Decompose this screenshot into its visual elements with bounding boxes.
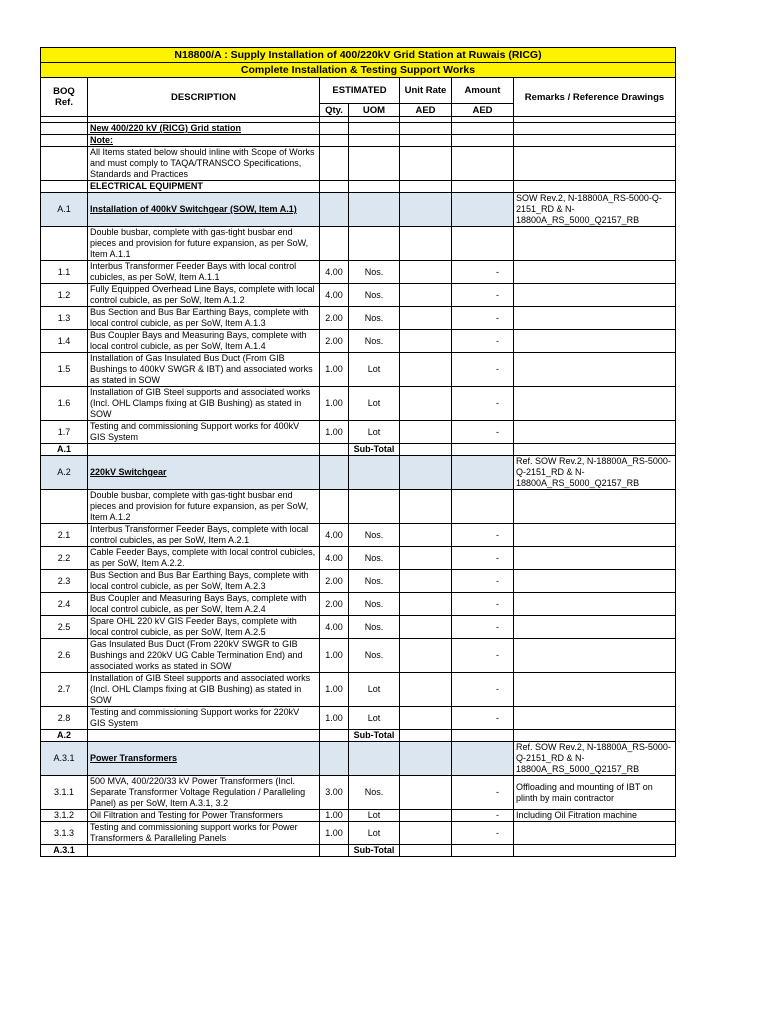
- item-amount: -: [452, 330, 514, 353]
- item-unit-rate: [400, 570, 452, 593]
- section-preamble-row: [41, 490, 676, 524]
- section-qty-empty: [320, 742, 349, 776]
- item-qty: 4.00: [320, 261, 349, 284]
- item-uom: Lot: [349, 822, 400, 845]
- item-remarks: Including Oil Fitration machine: [514, 810, 676, 822]
- item-unit-rate: [400, 387, 452, 421]
- item-unit-rate: [400, 616, 452, 639]
- item-unit-rate: [400, 673, 452, 707]
- item-uom: Nos.: [349, 616, 400, 639]
- item-amount: -: [452, 707, 514, 730]
- item-uom: Lot: [349, 810, 400, 822]
- section-amount-empty: [452, 193, 514, 227]
- item-qty: 2.00: [320, 593, 349, 616]
- item-remarks: [514, 524, 676, 547]
- item-unit-rate: [400, 810, 452, 822]
- item-remarks: [514, 307, 676, 330]
- item-uom: Lot: [349, 421, 400, 444]
- section-uom-empty: [349, 193, 400, 227]
- item-uom: Nos.: [349, 284, 400, 307]
- item-ref: 3.1.2: [41, 810, 88, 822]
- section-ref: A.2: [41, 456, 88, 490]
- item-uom: Nos.: [349, 570, 400, 593]
- table-row: [41, 261, 676, 284]
- item-ref: 2.2: [41, 547, 88, 570]
- item-description: Installation of GIB Steel supports and associated works (Incl. OHL Clamps fixing at GIB Bushing) as stated in SOW: [88, 387, 320, 421]
- subtotal-ref: A.3.1: [41, 845, 88, 857]
- section-title: Installation of 400kV Switchgear (SOW, Item A.1): [88, 193, 320, 227]
- item-qty: 2.00: [320, 307, 349, 330]
- subtotal-amount: [452, 730, 514, 742]
- item-ref: 1.5: [41, 353, 88, 387]
- item-ref: 2.6: [41, 639, 88, 673]
- item-amount: -: [452, 616, 514, 639]
- table-row: [41, 776, 676, 810]
- item-qty: 2.00: [320, 570, 349, 593]
- item-amount: -: [452, 570, 514, 593]
- table-row: [41, 616, 676, 639]
- item-unit-rate: [400, 307, 452, 330]
- item-description: Spare OHL 220 kV GIS Feeder Bays, complete with local control cubicle, as per SoW, Item A.2.5: [88, 616, 320, 639]
- category-label: ELECTRICAL EQUIPMENT: [88, 181, 320, 193]
- document-subtitle: Complete Installation & Testing Support Works: [41, 63, 676, 78]
- item-description: Fully Equipped Overhead Line Bays, complete with local control cubicle, as per SoW, Item A.1.2: [88, 284, 320, 307]
- item-uom: Lot: [349, 673, 400, 707]
- intro-note-label-row: [41, 135, 676, 147]
- item-description: Testing and commissioning support works for Power Transformers & Paralleling Panels: [88, 822, 320, 845]
- item-remarks: [514, 570, 676, 593]
- item-ref: 2.4: [41, 593, 88, 616]
- subtotal-rate-empty: [400, 730, 452, 742]
- table-row: [41, 387, 676, 421]
- item-uom: Nos.: [349, 593, 400, 616]
- section-title: Power Transformers: [88, 742, 320, 776]
- item-uom: Lot: [349, 707, 400, 730]
- header-aed-rate: AED: [400, 104, 452, 117]
- header-estimated: ESTIMATED: [320, 78, 400, 104]
- item-description: Bus Coupler and Measuring Bays Bays, complete with local control cubicle, as per SoW, Item A.2.4: [88, 593, 320, 616]
- item-remarks: Offloading and mounting of IBT on plinth by main contractor: [514, 776, 676, 810]
- item-unit-rate: [400, 707, 452, 730]
- item-ref: 1.1: [41, 261, 88, 284]
- table-row: [41, 353, 676, 387]
- item-ref: 2.8: [41, 707, 88, 730]
- item-amount: -: [452, 593, 514, 616]
- section-rate-empty: [400, 193, 452, 227]
- subtotal-qty-empty: [320, 845, 349, 857]
- note-text: All Items stated below should inline with Scope of Works and must comply to TAQA/TRANSCO Specifications, Standards and Practices: [88, 147, 320, 181]
- subtotal-amount: [452, 845, 514, 857]
- item-amount: -: [452, 524, 514, 547]
- section-remarks: Ref. SOW Rev.2, N-18800A_RS-5000-Q-2151_RD & N-18800A_RS_5000_Q2157_RB: [514, 742, 676, 776]
- section-rate-empty: [400, 742, 452, 776]
- header-remarks: Remarks / Reference Drawings: [514, 78, 676, 117]
- table-row: [41, 524, 676, 547]
- table-row: [41, 421, 676, 444]
- header-unit-rate: Unit Rate: [400, 78, 452, 104]
- subtotal-remarks-empty: [514, 845, 676, 857]
- header-boq-ref: BOQ Ref.: [41, 78, 88, 117]
- section-uom-empty: [349, 742, 400, 776]
- section-title: 220kV Switchgear: [88, 456, 320, 490]
- item-uom: Nos.: [349, 307, 400, 330]
- section-header-row: [41, 742, 676, 776]
- item-remarks: [514, 330, 676, 353]
- preamble-empty-cell: [514, 227, 676, 261]
- item-amount: -: [452, 421, 514, 444]
- item-unit-rate: [400, 261, 452, 284]
- item-ref: 2.7: [41, 673, 88, 707]
- item-amount: -: [452, 284, 514, 307]
- item-remarks: [514, 822, 676, 845]
- subtotal-ref: A.2: [41, 730, 88, 742]
- item-remarks: [514, 284, 676, 307]
- item-description: Bus Section and Bus Bar Earthing Bays, complete with local control cubicle, as per SoW, Item A.2.3: [88, 570, 320, 593]
- item-ref: 1.7: [41, 421, 88, 444]
- subtotal-desc-empty: [88, 730, 320, 742]
- item-description: Installation of Gas Insulated Bus Duct (From GIB Bushings to 400kV SWGR & IBT) and associated works as stated in SOW: [88, 353, 320, 387]
- item-remarks: [514, 387, 676, 421]
- item-remarks: [514, 639, 676, 673]
- item-qty: 1.00: [320, 810, 349, 822]
- item-qty: 1.00: [320, 673, 349, 707]
- boq-table: [40, 47, 676, 857]
- table-row: [41, 547, 676, 570]
- item-amount: -: [452, 547, 514, 570]
- section-remarks: SOW Rev.2, N-18800A_RS-5000-Q-2151_RD & N-18800A_RS_5000_Q2157_RB: [514, 193, 676, 227]
- document-title: N18800/A : Supply Installation of 400/220kV Grid Station at Ruwais (RICG): [41, 48, 676, 63]
- header-aed-amount: AED: [452, 104, 514, 117]
- section-remarks: Ref. SOW Rev.2, N-18800A_RS-5000-Q-2151_RD & N-18800A_RS_5000_Q2157_RB: [514, 456, 676, 490]
- table-row: [41, 707, 676, 730]
- station-name: New 400/220 kV (RICG) Grid station: [88, 123, 320, 135]
- subtotal-row: [41, 845, 676, 857]
- subtotal-rate-empty: [400, 845, 452, 857]
- item-amount: -: [452, 353, 514, 387]
- item-description: Testing and commissioning Support works for 400kV GIS System: [88, 421, 320, 444]
- item-remarks: [514, 547, 676, 570]
- section-qty-empty: [320, 456, 349, 490]
- item-description: Bus Coupler Bays and Measuring Bays, complete with local control cubicle, as per SoW, Item A.1.4: [88, 330, 320, 353]
- subtotal-desc-empty: [88, 845, 320, 857]
- item-uom: Lot: [349, 353, 400, 387]
- item-ref: 1.2: [41, 284, 88, 307]
- item-amount: -: [452, 387, 514, 421]
- section-preamble: Double busbar, complete with gas-tight busbar end pieces and provision for future expansion, as per SoW, Item A.1.2: [88, 490, 320, 524]
- header-description: DESCRIPTION: [88, 78, 320, 117]
- section-preamble-row: [41, 227, 676, 261]
- section-qty-empty: [320, 193, 349, 227]
- item-ref: 1.3: [41, 307, 88, 330]
- preamble-empty-cell: [349, 490, 400, 524]
- table-row: [41, 810, 676, 822]
- subtotal-desc-empty: [88, 444, 320, 456]
- item-qty: 1.00: [320, 822, 349, 845]
- table-row: [41, 307, 676, 330]
- item-qty: 4.00: [320, 616, 349, 639]
- item-remarks: [514, 616, 676, 639]
- item-qty: 3.00: [320, 776, 349, 810]
- item-qty: 4.00: [320, 547, 349, 570]
- item-qty: 1.00: [320, 353, 349, 387]
- item-description: Cable Feeder Bays, complete with local control cubicles, as per SoW, Item A.2.2.: [88, 547, 320, 570]
- item-description: Testing and commissioning Support works for 220kV GIS System: [88, 707, 320, 730]
- item-amount: -: [452, 307, 514, 330]
- subtotal-rate-empty: [400, 444, 452, 456]
- item-qty: 2.00: [320, 330, 349, 353]
- header-qty: Qty.: [320, 104, 349, 117]
- item-qty: 1.00: [320, 707, 349, 730]
- preamble-empty-cell: [514, 490, 676, 524]
- subtotal-row: [41, 730, 676, 742]
- section-preamble: Double busbar, complete with gas-tight busbar end pieces and provision for future expansion, as per SoW, Item A.1.1: [88, 227, 320, 261]
- item-uom: Nos.: [349, 261, 400, 284]
- intro-note-text-row: [41, 147, 676, 181]
- item-ref: 2.3: [41, 570, 88, 593]
- item-unit-rate: [400, 524, 452, 547]
- section-header-row: [41, 456, 676, 490]
- subtotal-amount: [452, 444, 514, 456]
- item-description: Bus Section and Bus Bar Earthing Bays, complete with local control cubicle, as per SoW, Item A.1.3: [88, 307, 320, 330]
- preamble-empty-cell: [452, 490, 514, 524]
- section-amount-empty: [452, 742, 514, 776]
- item-remarks: [514, 421, 676, 444]
- section-ref: A.3.1: [41, 742, 88, 776]
- item-unit-rate: [400, 776, 452, 810]
- item-uom: Nos.: [349, 776, 400, 810]
- item-qty: 1.00: [320, 421, 349, 444]
- item-description: Oil Filtration and Testing for Power Transformers: [88, 810, 320, 822]
- item-unit-rate: [400, 639, 452, 673]
- subtotal-remarks-empty: [514, 730, 676, 742]
- item-ref: 1.4: [41, 330, 88, 353]
- preamble-ref-empty: [41, 490, 88, 524]
- preamble-empty-cell: [400, 490, 452, 524]
- section-uom-empty: [349, 456, 400, 490]
- table-row: [41, 639, 676, 673]
- item-unit-rate: [400, 330, 452, 353]
- item-amount: -: [452, 822, 514, 845]
- subtotal-label: Sub-Total: [349, 444, 400, 456]
- table-row: [41, 822, 676, 845]
- item-amount: -: [452, 776, 514, 810]
- preamble-empty-cell: [349, 227, 400, 261]
- subtotal-label: Sub-Total: [349, 845, 400, 857]
- item-ref: 1.6: [41, 387, 88, 421]
- subtotal-qty-empty: [320, 730, 349, 742]
- item-description: Interbus Transformer Feeder Bays with local control cubicles, as per SoW, Item A.1.1: [88, 261, 320, 284]
- preamble-empty-cell: [320, 490, 349, 524]
- preamble-ref-empty: [41, 227, 88, 261]
- header-uom: UOM: [349, 104, 400, 117]
- item-ref: 2.1: [41, 524, 88, 547]
- item-unit-rate: [400, 284, 452, 307]
- item-uom: Nos.: [349, 547, 400, 570]
- subtotal-qty-empty: [320, 444, 349, 456]
- item-description: Interbus Transformer Feeder Bays, complete with local control cubicles, as per SoW, Item A.2.1: [88, 524, 320, 547]
- item-unit-rate: [400, 547, 452, 570]
- subtotal-ref: A.1: [41, 444, 88, 456]
- item-unit-rate: [400, 593, 452, 616]
- item-qty: 1.00: [320, 639, 349, 673]
- table-row: [41, 673, 676, 707]
- table-row: [41, 570, 676, 593]
- subtotal-label: Sub-Total: [349, 730, 400, 742]
- preamble-empty-cell: [320, 227, 349, 261]
- item-ref: 2.5: [41, 616, 88, 639]
- item-qty: 4.00: [320, 284, 349, 307]
- section-amount-empty: [452, 456, 514, 490]
- table-row: [41, 284, 676, 307]
- item-amount: -: [452, 639, 514, 673]
- subtotal-remarks-empty: [514, 444, 676, 456]
- item-unit-rate: [400, 822, 452, 845]
- preamble-empty-cell: [452, 227, 514, 261]
- note-label: Note:: [88, 135, 320, 147]
- item-amount: -: [452, 261, 514, 284]
- item-remarks: [514, 707, 676, 730]
- item-description: Gas Insulated Bus Duct (From 220kV SWGR to GIB Bushings and 220kV UG Cable Termination End) and associated works as stated in SOW: [88, 639, 320, 673]
- item-ref: 3.1.1: [41, 776, 88, 810]
- section-header-row: [41, 193, 676, 227]
- item-ref: 3.1.3: [41, 822, 88, 845]
- subtotal-row: [41, 444, 676, 456]
- table-row: [41, 593, 676, 616]
- item-amount: -: [452, 810, 514, 822]
- item-remarks: [514, 353, 676, 387]
- item-description: Installation of GIB Steel supports and associated works (Incl. OHL Clamps fixing at GIB Bushing) as stated in SOW: [88, 673, 320, 707]
- item-uom: Nos.: [349, 524, 400, 547]
- intro-category-row: [41, 181, 676, 193]
- item-uom: Nos.: [349, 330, 400, 353]
- header-amount: Amount: [452, 78, 514, 104]
- table-row: [41, 330, 676, 353]
- preamble-empty-cell: [400, 227, 452, 261]
- item-remarks: [514, 593, 676, 616]
- item-qty: 1.00: [320, 387, 349, 421]
- item-uom: Nos.: [349, 639, 400, 673]
- item-unit-rate: [400, 421, 452, 444]
- intro-station-row: [41, 123, 676, 135]
- item-uom: Lot: [349, 387, 400, 421]
- section-rate-empty: [400, 456, 452, 490]
- item-description: 500 MVA, 400/220/33 kV Power Transformers (Incl. Separate Transformer Voltage Regulation / Paralleling Panel) as per SoW, Item A.3.1, 3.2: [88, 776, 320, 810]
- item-qty: 4.00: [320, 524, 349, 547]
- item-amount: -: [452, 673, 514, 707]
- item-remarks: [514, 261, 676, 284]
- section-ref: A.1: [41, 193, 88, 227]
- item-unit-rate: [400, 353, 452, 387]
- item-remarks: [514, 673, 676, 707]
